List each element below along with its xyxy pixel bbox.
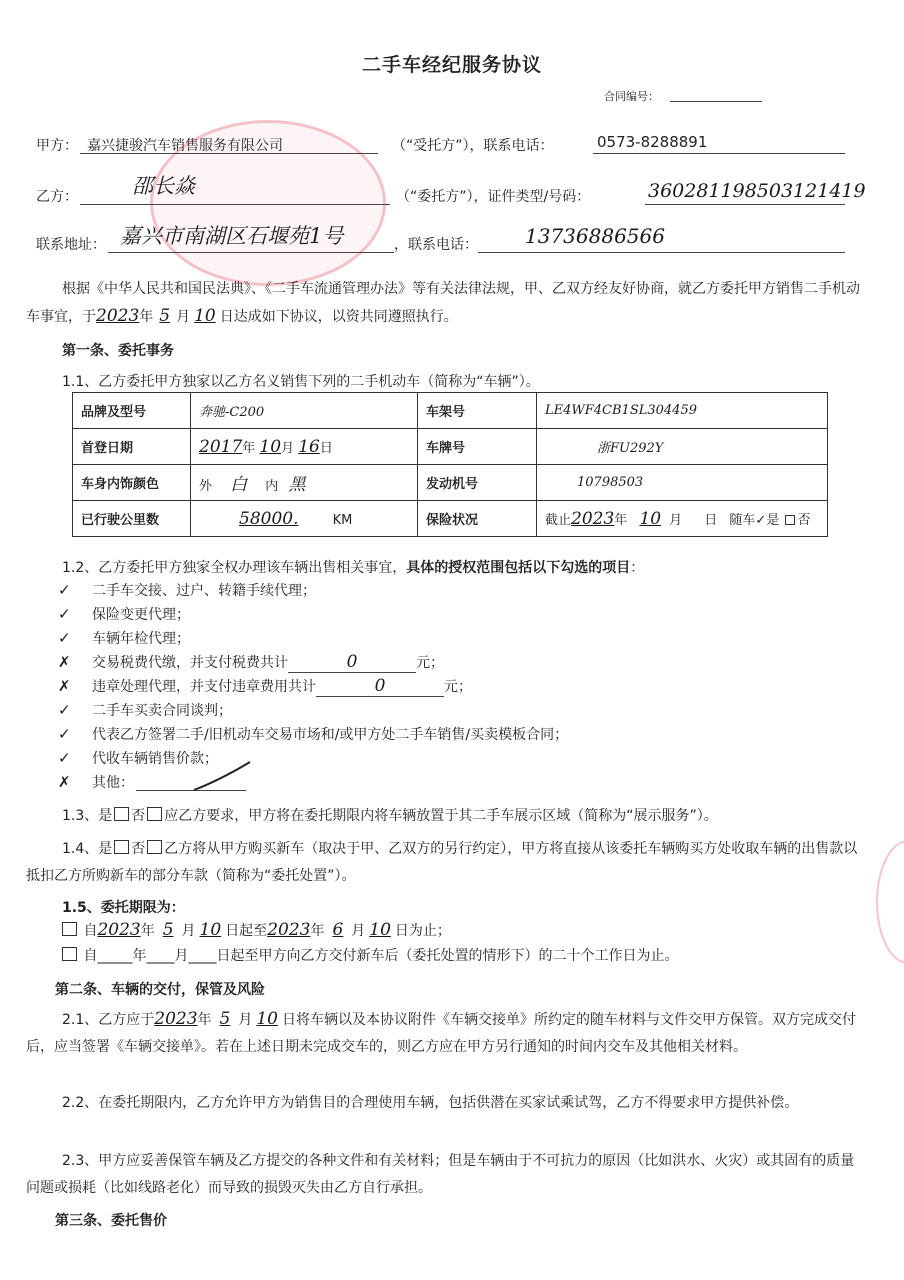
- auth-item: ✓ 保险变更代理；: [58, 605, 190, 623]
- vin-label: 车架号: [418, 393, 537, 429]
- contract-no-line: [670, 101, 762, 102]
- auth-item: ✓ 代收车辆销售价款；: [58, 749, 218, 767]
- insurance-label: 保险状况: [418, 501, 537, 537]
- party-b-label: 乙方：: [36, 189, 78, 205]
- mileage-value: 58000. KM: [191, 501, 418, 537]
- clause-1-1: 1.1、乙方委托甲方独家以乙方名义销售下列的二手机动车（简称为“车辆”）。: [62, 374, 540, 390]
- clause-1-5-heading: 1.5、委托期限为：: [62, 900, 185, 916]
- table-row: [73, 501, 828, 537]
- party-a-label: 甲方：: [36, 138, 78, 154]
- article-2-heading: 第二条、车辆的交付，保管及风险: [55, 982, 265, 998]
- term-option-b: 自_____年____月____日起至甲方向乙方交付新车后（委托处置的情形下）的二十个工作日为止。: [60, 945, 678, 965]
- auth-item: ✓ 二手车交接、过户、转籍手续代理；: [58, 581, 316, 599]
- clause-2-3: 2.3、甲方应妥善保管车辆及乙方提交的各种文件和有关材料；但是车辆由于不可抗力的原因（比如洪水、火灾）或其固有的质量问题或损耗（比如线路老化）而导致的损毁灭失由乙方自行承担。: [26, 1153, 855, 1196]
- vehicle-table: [72, 392, 828, 537]
- plate-label: 车牌号: [418, 429, 537, 465]
- party-b-role: （“委托方”），证件类型/号码：: [396, 189, 591, 205]
- mileage-label: 已行驶公里数: [73, 501, 191, 537]
- strike-mark-icon: [190, 758, 254, 794]
- reg-date-value: 2017年 10月 16日: [191, 429, 418, 465]
- table-row: [73, 465, 828, 501]
- article-1-heading: 第一条、委托事务: [62, 343, 174, 359]
- partial-seal: [876, 840, 904, 964]
- auth-item: ✓ 车辆年检代理；: [58, 629, 190, 647]
- article-3-heading: 第三条、委托售价: [55, 1213, 167, 1229]
- engine-value: 10798503: [537, 465, 828, 501]
- party-a-name: 嘉兴捷骏汽车销售服务有限公司: [87, 138, 283, 154]
- address-phone: 13736886566: [525, 224, 665, 248]
- contract-no-label: 合同编号：: [604, 90, 659, 103]
- party-b-name: 邵长焱: [132, 174, 195, 198]
- color-value: 外 白 内 黑: [191, 465, 418, 501]
- insurance-value: 截止2023年 10 月 日 随车✓是 否: [537, 501, 828, 537]
- engine-label: 发动机号: [418, 465, 537, 501]
- address-phone-label: ，联系电话：: [394, 237, 478, 253]
- reg-date-label: 首登日期: [73, 429, 191, 465]
- document-title: 二手车经纪服务协议: [361, 54, 542, 76]
- color-label: 车身内饰颜色: [73, 465, 191, 501]
- auth-item: ✗ 违章处理代理，并支付违章费用共计 0 元；: [58, 676, 472, 696]
- clause-2-2: 2.2、在委托期限内，乙方允许甲方为销售目的合理使用车辆，包括供潜在买家试乘试驾，乙方不得要求甲方提供补偿。: [62, 1095, 799, 1111]
- address-value: 嘉兴市南湖区石堰苑1号: [120, 224, 344, 248]
- vin-value: LE4WF4CB1SL304459: [537, 393, 828, 429]
- clause-1-4: 1.4、是 否 乙方将从甲方购买新车（取决于甲、乙双方的另行约定），甲方将直接从该委托车辆购买方处收取车辆的出售款以抵扣乙方所购新车的部分车款（简称为“委托处置”）。: [26, 841, 858, 884]
- auth-item: ✗ 其他：: [58, 773, 134, 791]
- party-a-role: （“受托方”），联系电话：: [392, 138, 554, 154]
- clause-1-2: 1.2、乙方委托甲方独家全权办理该车辆出售相关事宜，具体的授权范围包括以下勾选的项目：: [62, 560, 645, 576]
- clause-1-3: 1.3、是 否 应乙方要求，甲方将在委托期限内将车辆放置于其二手车展示区域（简称为“展示服务”）。: [62, 808, 718, 824]
- brand-value: 奔驰-C200: [191, 393, 418, 429]
- address-label: 联系地址：: [36, 237, 106, 253]
- party-b-id: 360281198503121419: [648, 180, 866, 202]
- table-row: [73, 429, 828, 465]
- brand-label: 品牌及型号: [73, 393, 191, 429]
- party-a-phone: 0573-8288891: [597, 133, 708, 151]
- auth-item: ✓ 二手车买卖合同谈判；: [58, 701, 232, 719]
- auth-item: ✗ 交易税费代缴，并支付税费共计 0 元；: [58, 652, 444, 672]
- clause-2-1: 2.1、乙方应于2023年 5 月 10 日将车辆以及本协议附件《车辆交接单》所约定的随车材料与文件交甲方保管。双方完成交付后，应当签署《车辆交接单》。若在上述日期未完成交车的，则乙方应在甲方另行通知的时间内交车及其他相关材料。: [26, 1009, 856, 1055]
- plate-value: 浙FU292Y: [537, 429, 828, 465]
- term-option-a: 自2023年 5 月 10 日起至2023年 6 月 10 日为止；: [60, 920, 451, 940]
- auth-item: ✓ 代表乙方签署二手/旧机动车交易市场和/或甲方处二手车销售/买卖模板合同；: [58, 725, 569, 743]
- intro-paragraph: 根据《中华人民共和国民法典》、《二手车流通管理办法》等有关法律法规，甲、乙双方经友好协商，就乙方委托甲方销售二手机动车事宜，于2023年 5 月 10 日达成如下协议，以资共同遵照执行。: [26, 281, 860, 326]
- table-row: [73, 393, 828, 429]
